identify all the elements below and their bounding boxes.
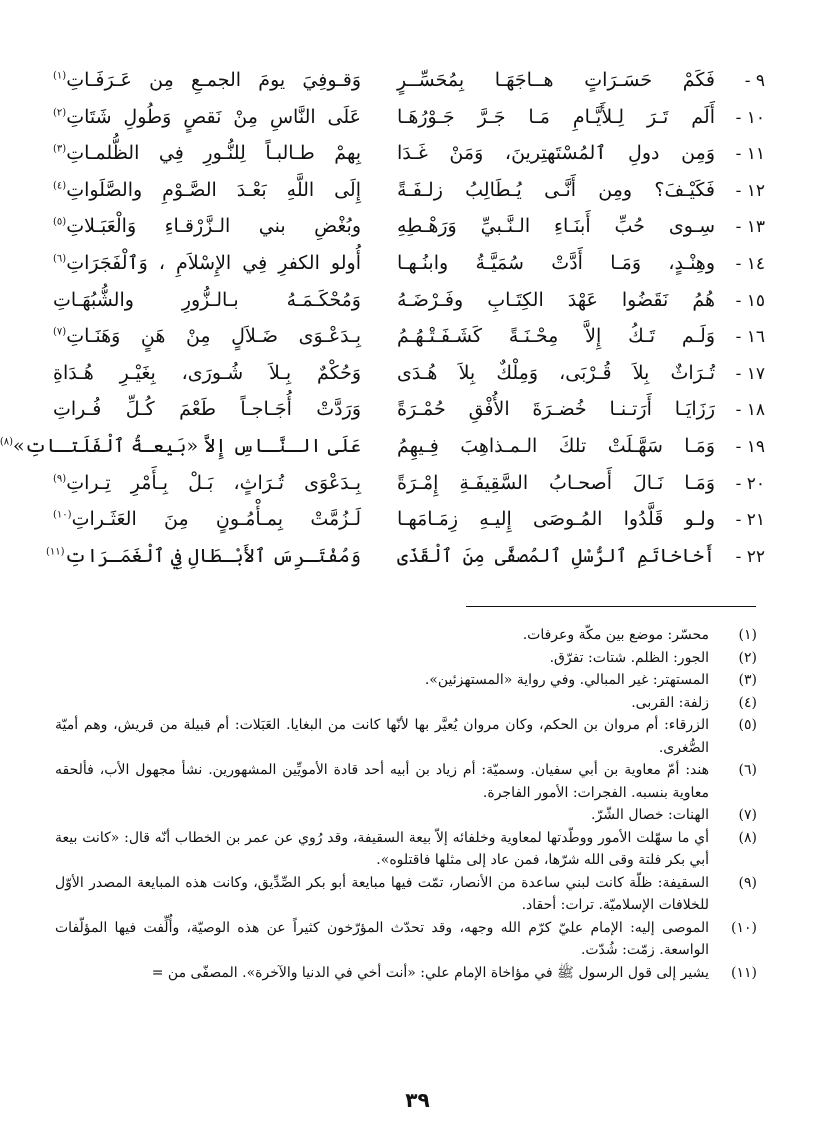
verse-second-hemistich <box>53 282 361 319</box>
verse-number: ١٤ - <box>735 253 765 274</box>
verse-second-hemistich <box>53 318 361 355</box>
footnote-item <box>55 917 757 962</box>
verse-second-hemistich-text: وبُغْضِ بني الـزَّرْقـاءِ وَالْعَبَـلاتِ <box>66 215 361 238</box>
verse-number: ٢٢ - <box>735 546 765 567</box>
footnote-text: الهنات: خصال الشّرّ. <box>591 807 709 823</box>
verse-second-hemistich-text: وَحُكْمٌ بِـلاَ شُـورَى، بِغَيْـرِ هُـدَاةِ <box>53 361 361 384</box>
footnote-text: السقيفة: ظلّة كانت لبني ساعدة من الأنصار، تمّت فيها مبايعة أبو بكر الصِّدِّيق، وكانت هذه المبايعة المصدر الأوّل للخلافات الإسلاميّة. ترات: أحقاد. <box>55 874 709 913</box>
footnote-number: (٥) <box>738 717 757 733</box>
verse-line <box>45 538 765 575</box>
footnote-number: (٧) <box>738 807 757 823</box>
verse-first-hemistich: وَمَـا سَهَّـلَتْ تلكَ الـمـذاهِبَ فِـيهِمُ <box>397 434 715 457</box>
verse-number: ١٦ - <box>735 327 765 348</box>
verse-line <box>53 245 765 282</box>
page-number: ٣٩ <box>405 1088 430 1112</box>
verse-line <box>53 208 765 245</box>
footnote-text: زلفة: القربى. <box>631 694 709 711</box>
footnote-number: (١) <box>738 627 757 643</box>
footnote-item <box>55 872 757 917</box>
footnote-item <box>55 624 757 647</box>
verse-line <box>53 62 765 99</box>
verse-second-hemistich <box>53 99 361 136</box>
verse-number: ٢٠ - <box>735 473 765 494</box>
verse-first-hemistich: وَمَـا نَـالَ أَصحـابُ السَّقِيفَـةِ إِمْـرَةً <box>397 471 715 494</box>
footnote-item <box>55 692 757 715</box>
footnote-text: يشير إلى قول الرسول ﷺ في مؤاخاة الإمام علي: «أنت أخي في الدنيا والآخرة». المصفّى من = <box>151 964 709 981</box>
verse-second-hemistich <box>53 208 361 245</box>
verse-first-hemistich: وهِنْـدٍ، وَمَـا أَدَّتْ سُمَيَّـةُ وابنُـهـا <box>397 251 715 274</box>
verse-second-hemistich <box>53 391 361 428</box>
verse-line <box>53 99 765 136</box>
footnote-reference: (٩) <box>53 473 67 485</box>
verse-number: ١٧ - <box>735 363 765 384</box>
verse-second-hemistich <box>53 135 361 172</box>
verse-second-hemistich-text: لَـزُمَّتْ بِمـأْمُـونٍ مِنَ العَثَـراتِ <box>71 508 361 531</box>
verse-line <box>53 282 765 319</box>
verse-second-hemistich-text: بِـدَعْوَى تُـرَاثٍ، بَـلْ بِـأَمْرِ تِـراتِ <box>66 471 361 494</box>
verse-second-hemistich-text: عَلَى النَّاسِ مِنْ نَقصٍ وَطُولِ شَتَاتِ <box>66 105 361 128</box>
verse-number: ٩ - <box>744 71 765 91</box>
verse-first-hemistich: فَكَمْ حَسَـرَاتٍ هــاجَهَـا بِمُحَسِّــرٍ <box>397 69 715 91</box>
verse-second-hemistich <box>0 428 361 465</box>
footnote-item <box>55 759 757 804</box>
verse-number: ١١ - <box>735 144 765 165</box>
footnote-text: الزرقاء: أم مروان بن الحكم، وكان مروان يُعيَّر بها لأنّها كانت من البغايا. العَبَلات: أم قبيلة من قريش، وهم أميّة الصُّغرى. <box>55 717 709 756</box>
footnote-text: الموصى إليه: الإمام عليّ كرّم الله وجهه، وقد تحدّث المؤرّخون كثيراً عن هذه الوصيّة، وأُلِّفت فيها المؤلّفات الواسعة. زمّت: شُدّت. <box>55 919 709 958</box>
verse-first-hemistich: فَكَيْـفَ؟ ومِن أَنَّـى يُـطَالِبُ زلـفَـةً <box>397 178 715 201</box>
verse-first-hemistich: وَلَـم تَـكُ إِلاَّ مِحْـنَـةً كَشَـفَـتْـهُـمُ <box>397 325 715 348</box>
footnote-reference: (٨) <box>0 436 13 448</box>
footnote-number: (٣) <box>738 672 757 688</box>
footnote-number: (٤) <box>738 694 757 711</box>
footnote-reference: (٤) <box>53 180 67 192</box>
footnote-separator <box>466 606 756 607</box>
footnote-reference: (١) <box>53 70 67 82</box>
verse-first-hemistich: هُمُ نَقَضُوا عَهْدَ الكِتَـابِ وفَـرْضَـهُ <box>397 288 715 311</box>
footnote-reference: (١١) <box>45 546 65 558</box>
verse-second-hemistich-text: وَمُحْكَـمَـهُ بـالـزُّورِ والشُّبُهَـاتِ <box>53 288 361 311</box>
verse-number: ١٥ - <box>735 290 765 311</box>
footnote-reference: (٦) <box>53 253 67 265</box>
footnote-number: (١١) <box>731 964 757 981</box>
footnote-text: المستهتر: غير المبالي. وفي رواية «المستهزئين». <box>424 672 709 688</box>
footnotes <box>55 624 757 984</box>
verse-second-hemistich <box>53 465 361 502</box>
verse-second-hemistich-text: وَمُفْتَـرِسَ ٱلأَبْـطَالِ فِي ٱلْغَمَـرَاتِ <box>64 544 361 567</box>
verse-second-hemistich-text: إِلَى اللَّهِ بَعْـدَ الصَّـوْمِ والصَّلَواتِ <box>66 178 361 201</box>
verse-number: ١٢ - <box>735 180 765 201</box>
footnote-number: (٦) <box>738 762 757 778</box>
footnote-number: (٢) <box>738 649 757 666</box>
verse-second-hemistich-text: وَرَدَّتْ أُجَـاجـاً طَعْمَ كُـلِّ فُـراتِ <box>53 398 361 421</box>
footnote-item <box>55 804 757 827</box>
footnote-item <box>55 827 757 872</box>
footnote-reference: (١٠) <box>53 509 72 521</box>
verse-first-hemistich: أَخاخاتَمِ ٱلرُّسْلِ ٱلمُصفَّى مِنَ ٱلْقَذَى <box>397 544 715 567</box>
poem-verses <box>0 62 765 574</box>
verse-number: ١٠ - <box>735 107 765 128</box>
verse-second-hemistich <box>53 245 361 282</box>
verse-first-hemistich: تُـرَاثٌ بِلاَ قُـرْبَى، وَمِلْكٌ بِلاَ هُـدَى <box>397 361 715 384</box>
footnote-number: (١٠) <box>731 919 757 936</box>
verse-second-hemistich <box>53 62 361 99</box>
verse-number: ١٨ - <box>735 400 765 421</box>
footnote-text: هند: أمّ معاوية بن أبي سفيان. وسميّة: أم زياد بن أبيه أحد قادة الأمويِّين المشهورين. نشأ مجهول الأب، فألحقه معاوية بنسبه. الفجرات: الأمور الفاجرة. <box>55 762 709 801</box>
footnote-item <box>55 714 757 759</box>
footnote-text: الجور: الظلم. شتات: تفرّق. <box>549 649 709 666</box>
verse-line <box>53 172 765 209</box>
verse-second-hemistich-text: بِـدَعْـوَى ضَـلاَلٍ مِنْ هَنٍ وَهَنَـاتِ <box>66 325 361 348</box>
footnote-text: محسّر: موضع بين مكّة وعرفات. <box>522 627 709 643</box>
verse-second-hemistich <box>53 355 361 392</box>
verse-number: ١٣ - <box>735 217 765 238</box>
verse-second-hemistich-text: أُولو الكفرِ فِي الإِسْلاَمِ ، وَٱلْفَجَرَاتِ <box>66 251 361 274</box>
footnote-reference: (٣) <box>53 143 67 155</box>
verse-first-hemistich: سِـوى حُبِّ أَبنَـاءِ الـنَّـبيِّ وَرَهْـطِهِ <box>397 215 715 238</box>
verse-first-hemistich: أَلَم تَـرَ لِـلأَيَّـامِ مَـا جَـرَّ جَـوْرُهَـا <box>397 105 715 128</box>
footnote-number: (٩) <box>738 874 757 891</box>
verse-line <box>53 391 765 428</box>
verse-number: ١٩ - <box>735 436 765 457</box>
footnote-reference: (٥) <box>53 217 67 229</box>
footnote-reference: (٧) <box>53 326 67 338</box>
footnote-reference: (٢) <box>53 107 67 119</box>
verse-second-hemistich-text: وَقـوفِيَ يومَ الجمـعِ مِن عَـرَفَـاتِ <box>66 69 361 91</box>
verse-first-hemistich: رَزَايَـا أَرَتـنـا خُضـرَةَ الأُفْقِ حُمْـرَةً <box>397 398 715 421</box>
footnote-item <box>55 669 757 692</box>
verse-number: ٢١ - <box>735 510 765 531</box>
verse-second-hemistich <box>53 501 361 538</box>
footnote-item <box>55 962 757 985</box>
verse-second-hemistich <box>45 538 361 575</box>
verse-second-hemistich-text: بِهمْ طـالبـاً لِلنُّـورِ فِي الظُّلمـاتِ <box>66 142 361 165</box>
verse-line <box>53 465 765 502</box>
verse-first-hemistich: وَمِن دولِ ٱلمُسْتَهتِرينَ، وَمَنْ غَـدَا <box>397 142 715 165</box>
verse-line <box>53 135 765 172</box>
verse-line <box>53 355 765 392</box>
verse-first-hemistich: ولـو قَلَّدُوا المُـوصَى إِليـهِ زِمَـامَهـا <box>397 508 715 531</box>
verse-line <box>0 428 765 465</box>
verse-line <box>53 501 765 538</box>
verse-line <box>53 318 765 355</box>
footnote-number: (٨) <box>738 829 757 846</box>
verse-second-hemistich-text: عَلَى الـنَّـاسِ إِلاَّ «بَيعـةُ ٱلْفَلَتـاتِ» <box>13 434 361 457</box>
verse-second-hemistich <box>53 172 361 209</box>
footnote-text: أي ما سهّلت الأمور ووطّدتها لمعاوية وخلفائه إلاّ بيعة السقيفة، وقد رُوي عن عمر بن الخطاب أنّه قال: «كانت بيعة أبي بكر فلتة وقى الله شرّها، فمن عاد إلى مثلها فاقتلوه». <box>55 829 709 868</box>
footnote-item <box>55 647 757 670</box>
